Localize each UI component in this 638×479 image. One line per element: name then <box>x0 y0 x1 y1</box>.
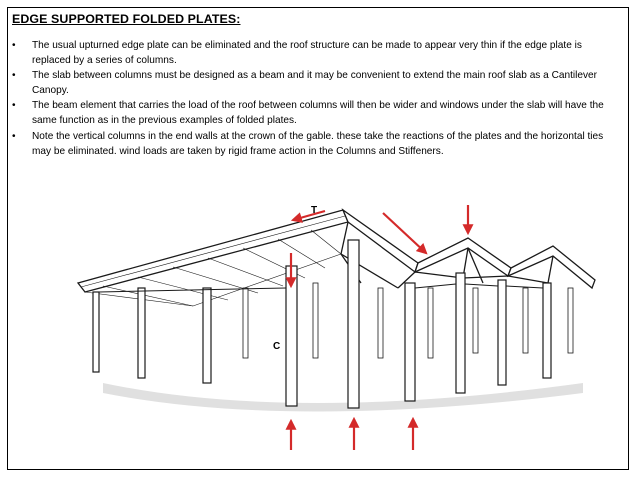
bullet-text-2: The slab between columns must be designed as a beam and it may be convenient to extend the main roof slab as a Cantilever Canopy. <box>32 70 598 97</box>
bullet-point-4 <box>8 129 622 159</box>
compression-label: C <box>273 341 281 352</box>
slide <box>7 7 629 470</box>
bullet-point-1 <box>8 38 622 68</box>
bullet-point-2 <box>8 68 622 98</box>
bullet-text-1: The usual upturned edge plate can be eliminated and the roof structure can be made to appear very thin if the edge plate is replaced by a series of columns. <box>32 40 582 67</box>
folded-plate-structure-illustration <box>43 188 618 463</box>
slide-title: EDGE SUPPORTED FOLDED PLATES: <box>12 12 241 26</box>
bullet-text-3: The beam element that carries the load of the roof between columns will then be wider and windows under the slab will have the same function as in the previous examples of folded plates. <box>32 100 604 127</box>
bullet-glyph: • <box>12 40 16 51</box>
roof-structure <box>78 210 595 306</box>
bullet-text-4: Note the vertical columns in the end walls at the crown of the gable. these take the reactions of the plates and the horizontal ties may be eliminated. wind loads are taken by rigid frame action in the Columns and Stiffeners. <box>32 130 604 157</box>
bullet-glyph: • <box>12 130 16 142</box>
ground-shadow <box>103 383 583 412</box>
bullet-point-3 <box>8 98 622 128</box>
bullet-list <box>8 38 622 159</box>
bullet-glyph: • <box>12 70 16 82</box>
tension-label: T <box>311 205 318 216</box>
bullet-glyph: • <box>12 100 16 112</box>
